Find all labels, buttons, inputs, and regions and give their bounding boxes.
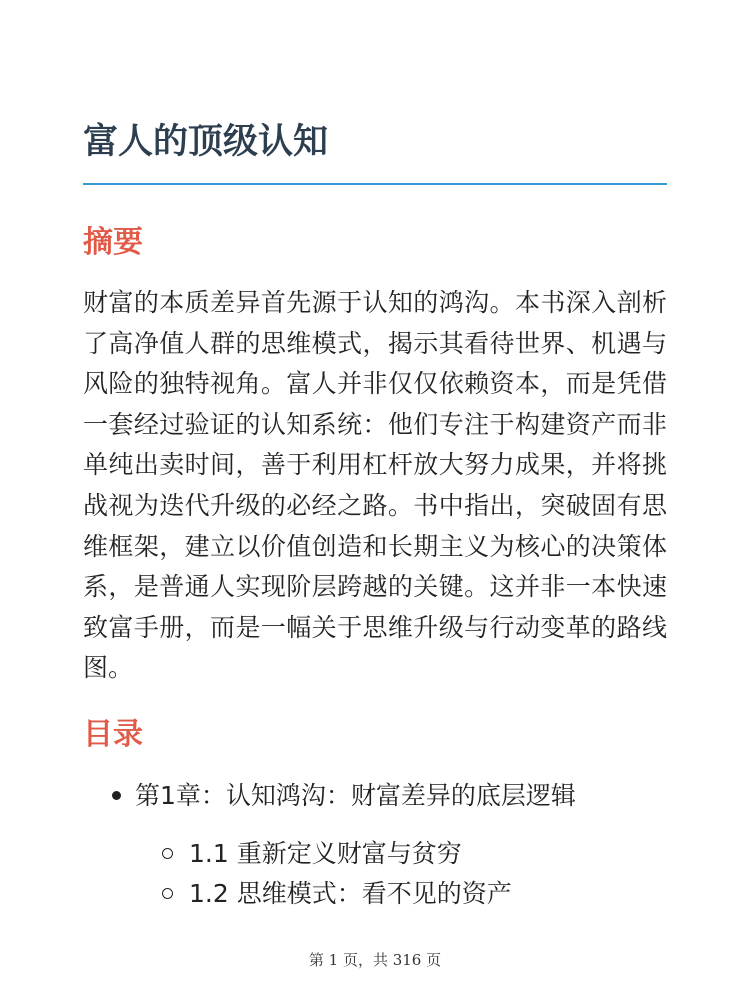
abstract-text: 财富的本质差异首先源于认知的鸿沟。本书深入剖析了高净值人群的思维模式，揭示其看待世界、机遇与风险的独特视角。富人并非仅仅依赖资本，而是凭借一套经过验证的认知系统：他们专注于构建资产而非单纯出卖时间，善于利用杠杆放大努力成果，并将挑战视为迭代升级的必经之路。书中指出，突破固有思维框架，建立以价值创造和长期主义为核心的决策体系，是普通人实现阶层跨越的关键。这并非一本快速致富手册，而是一幅关于思维升级与行动变革的路线图。 (83, 288, 667, 683)
circle-bullet-icon (162, 848, 173, 859)
document-title: 富人的顶级认知 (83, 122, 329, 162)
toc-item-label: 第1章：认知鸿沟：财富差异的底层逻辑 (135, 781, 576, 810)
circle-bullet-icon (162, 888, 173, 899)
toc-item-chapter-1[interactable] (112, 778, 576, 814)
page-footer: 第 1 页，共 316 页 (308, 951, 442, 969)
title-divider (83, 183, 667, 185)
toc-item-label: 1.1 重新定义财富与贫穷 (189, 839, 462, 868)
toc-item-section-1-2[interactable] (162, 876, 512, 912)
toc-item-label: 1.2 思维模式：看不见的资产 (189, 879, 512, 908)
toc-heading: 目录 (83, 717, 143, 752)
disc-bullet-icon (112, 791, 121, 800)
toc-item-section-1-1[interactable] (162, 836, 462, 872)
summary-heading: 摘要 (83, 225, 143, 260)
